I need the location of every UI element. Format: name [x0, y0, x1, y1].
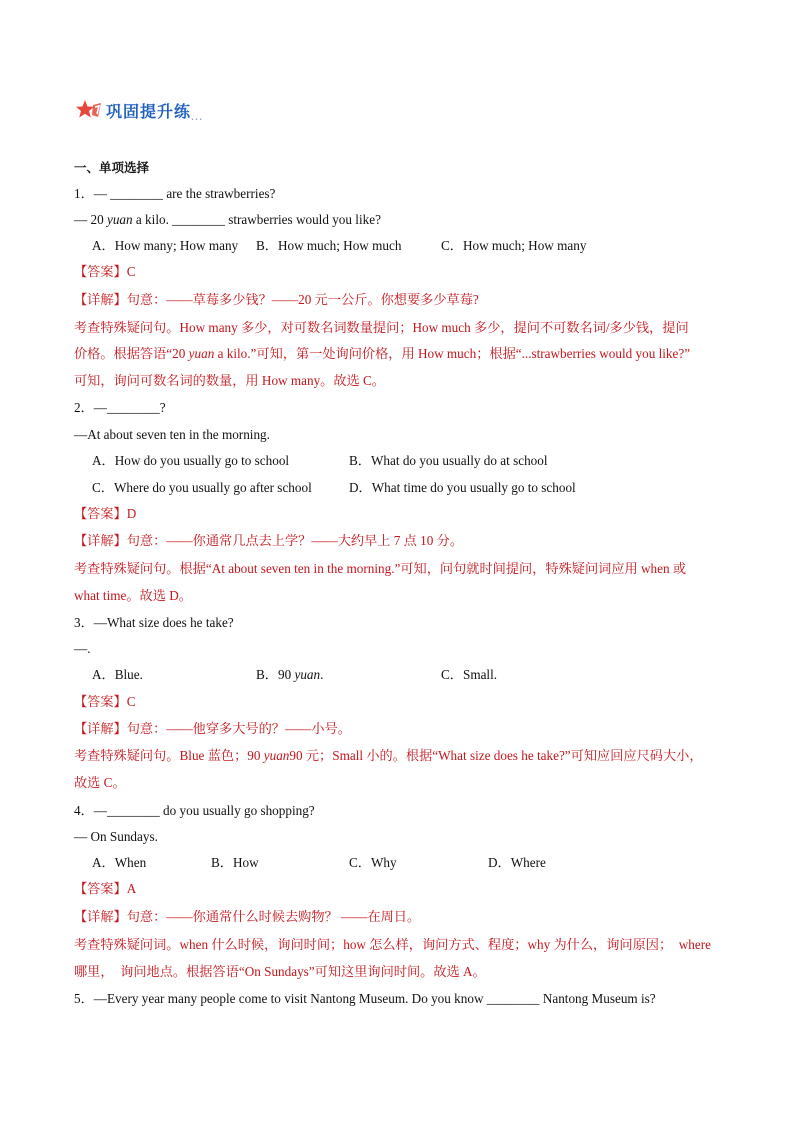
q4-stem: 4．—________ do you usually go shopping? [74, 803, 315, 818]
star-icon [76, 99, 102, 121]
q3-option-b: B．90 yuan. [256, 667, 324, 682]
q2-explain-1: 考查特殊疑问句。根据“At about seven ten in the morning.”可知，问句就时间提问，特殊疑问词应用 when 或 [74, 561, 687, 576]
q4-stem2: — On Sundays. [74, 829, 158, 844]
q4-explain-1: 考查特殊疑问词。when 什么时候，询问时间；how 怎么样，询问方式、程度；why 为什么，询问原因； where [74, 937, 711, 952]
q1-explain-1: 考查特殊疑问句。How many 多少，对可数名词数量提问；How much 多少，提问不可数名词/多少钱，提问 [74, 320, 689, 335]
q1-option-b: B．How much; How much [256, 238, 402, 253]
q1-answer: 【答案】C [74, 264, 136, 279]
q4-option-d: D．Where [488, 855, 546, 870]
q4-option-b: B．How [211, 855, 259, 870]
q2-explain-2: what time。故选 D。 [74, 588, 192, 603]
q3-stem: 3．—What size does he take? [74, 615, 234, 630]
q2-option-a: A．How do you usually go to school [92, 453, 290, 468]
q1-option-a: A．How many; How many [92, 238, 239, 253]
q2-detail: 【详解】句意：——你通常几点去上学？——大约早上 7 点 10 分。 [74, 533, 464, 548]
q1-stem2: — 20 yuan a kilo. ________ strawberries would you like? [74, 212, 381, 227]
q4-option-c: C．Why [349, 855, 397, 870]
q1-option-c: C．How much; How many [441, 238, 587, 253]
section-title: 一、单项选择 [74, 160, 150, 175]
q2-option-c: C．Where do you usually go after school [92, 480, 312, 495]
q5-stem: 5．—Every year many people come to visit Nantong Museum. Do you know ________ Nantong Museum is? [74, 991, 656, 1006]
q4-option-a: A．When [92, 855, 147, 870]
q3-explain-2: 故选 C。 [74, 775, 126, 790]
q4-explain-2: 哪里， 询问地点。根据答语“On Sundays”可知这里询问时间。故选 A。 [74, 964, 486, 979]
q3-option-a: A．Blue. [92, 667, 143, 682]
section-header [76, 96, 203, 124]
q2-stem: 2．—________? [74, 400, 166, 415]
q2-option-d: D．What time do you usually go to school [349, 480, 576, 495]
q2-option-b: B．What do you usually do at school [349, 453, 548, 468]
q3-detail: 【详解】句意：——他穿多大号的？——小号。 [74, 721, 351, 736]
q2-answer: 【答案】D [74, 506, 137, 521]
q1-stem: 1．— ________ are the strawberries? [74, 186, 276, 201]
header-title: 巩固提升练... [106, 101, 204, 122]
q3-explain-1: 考查特殊疑问句。Blue 蓝色；90 yuan90 元；Small 小的。根据“What size does he take?”可知应回应尺码大小， [74, 748, 703, 763]
q2-stem2: —At about seven ten in the morning. [74, 427, 270, 442]
q3-stem2: —. [74, 641, 91, 656]
q1-explain-2: 价格。根据答语“20 yuan a kilo.”可知，第一处询问价格，用 How much；根据“...strawberries would you like?” [74, 346, 691, 361]
q4-answer: 【答案】A [74, 881, 137, 896]
q1-detail: 【详解】句意：——草莓多少钱？——20 元一公斤。你想要多少草莓? [74, 292, 479, 307]
q4-detail: 【详解】句意：——你通常什么时候去购物？ ——在周日。 [74, 909, 421, 924]
q3-answer: 【答案】C [74, 694, 136, 709]
q3-option-c: C．Small. [441, 667, 498, 682]
q1-explain-3: 可知，询问可数名词的数量，用 How many。故选 C。 [74, 373, 385, 388]
